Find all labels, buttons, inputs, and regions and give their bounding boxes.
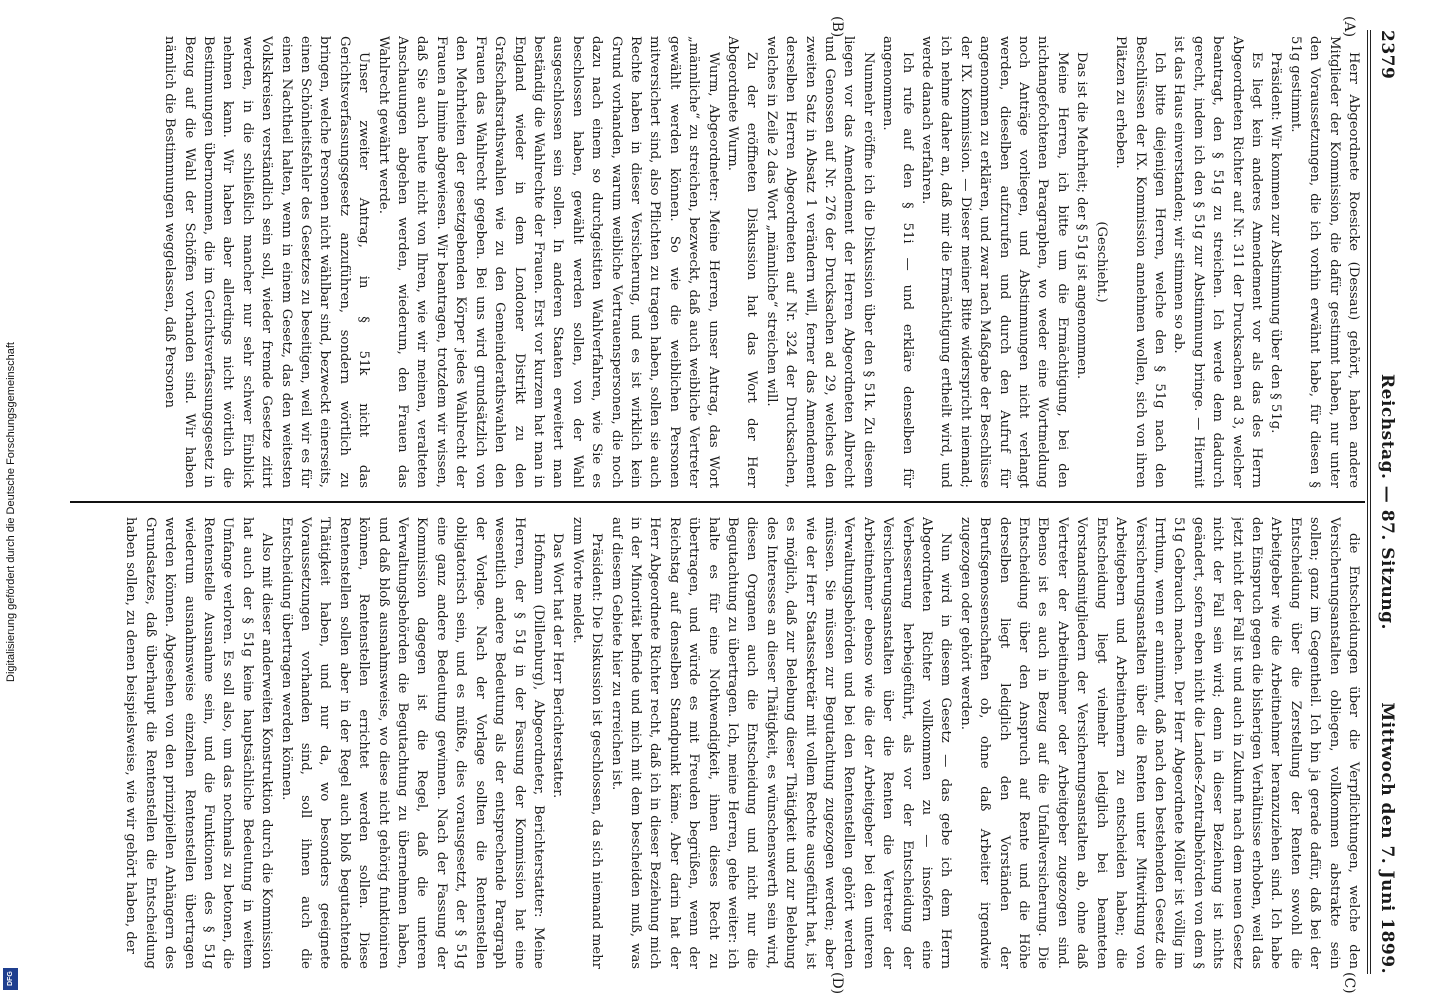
paragraph: Das ist die Mehrheit; der § 51g ist angenommen. (1074, 52, 1090, 380)
margin-marker-d: (D) (829, 972, 845, 995)
document-page (30, 12, 1405, 995)
margin-marker-a: (A) (1341, 16, 1357, 38)
paragraph: die Entscheidungen über die Verpflichtungen, welche den Versicherungsanstalten obliegen, vollkommen abstrakte sein sollen; ganz im Gegentheil. Ich bin ja gerade dafür, daß bei der Entscheidung über die Zerstellung der Renten sowohl die Arbeitgeber wie die Arbeitnehmer heranzuziehen sind. Ich habe den Einspruch gegen die bisherigen Verhältnisse erhoben, weil das jetzt nicht der Fall ist und auch in Zukunft nach dem neuen Gesetz nicht der Fall sein wird; denn in dieser Beziehung ist nichts geändert, sofern eben nicht die Landes-Zentralbehörden von dem § 51g Gebrauch machen. Der Herr Abgeordnete Möller ist völlig im Irrthum, wenn er annimmt, daß nach den bestehenden Gesetz die Versicherungsanstalten über die Renten unter Mitwirkung von Arbeitgebern und Arbeitnehmern zu entscheiden haben; die Entscheidung liegt vielmehr lediglich bei beamteten Vorstandsmitgliedern der Versicherungsanstalten ab, ohne daß Vertreter der Arbeitnehmer oder Arbeitgeber zugezogen sind. Ebenso ist es auch in Bezug auf die Unfallversicherung. Die Entscheidung über den Anspruch auf Rente und die Höhe derselben liegt lediglich den Vorständen der Berufsgenossenschaften ob, ohne daß Arbeiter irgendwie zugezogen oder gehört werden. (957, 517, 1361, 969)
paragraph: Es liegt kein anderes Amendement vor als das des Herrn Abgeordneten Richter auf Nr. 311 der Drucksachen ad 3, welcher beantragt, den § 51g zu streichen. Ich werde dem dadurch gerecht, indem ich den § 51g zur Abstimmung bringe. — Hiermit ist das Haus einverstanden; wir stimmen so ab. (1171, 36, 1264, 488)
margin-marker-b: (B) (829, 16, 845, 38)
paragraph: Unser zweiter Antrag, in § 51k nicht das Gerichtsverfassungsgesetz anzuführen, sondern wörtlich zu bringen, welche Personen nicht wählbar sind, bezweckt einerseits, einen Schönheitsfehler des Gesetzes zu beseitigen, weil wir es für einen Nachtheil halten, wenn in einem Gesetz, das den weitesten Volkskreisen verständlich sein soll, wieder fremde Gesetze zitirt werden, in die schließlich mancher nur sehr schwer Einblick nehmen kann. Wir haben aber allerdings nicht wörtlich die Bestimmungen übernommen, die im Gerichtsverfassungsgesetz in Bezug auf die Wahl der Schöffen vorhanden sind. Wir haben nämlich die Bestimmungen weggelassen, daß Personen (162, 36, 372, 488)
paragraph: Nun wird in diesem Gesetz — das gebe ich dem Herrn Abgeordneten Richter vollkommen zu — insofern eine Verbesserung herbeigeführt, als vor der Entscheidung der Versicherungsanstalten über die Renten die Vertreter der Arbeitnehmer ebenso wie die der Arbeitgeber bei den unteren Verwaltungsbehörden und bei den Rentenstellen gehört werden müssen. Sie müssen zur Begutachtung zugezogen werden; aber wie der Herr Staatssekretär mit vollem Rechte ausgeführt hat, ist es möglich, daß zur Belebung dieser Thätigkeit und zur Belebung des Interesses an dieser Thätigkeit, es wünschenswerth sein wird, diesen Organen auch die Entscheidung und nicht nur die Begutachtung zu übertragen. Ich, meine Herren, gehe weiter: ich halte es für eine Nothwendigkeit, ihnen dieses Recht zu übertragen, und würde es mit Freuden begrüßen, wenn der Reichstag auf denselben Standpunkt käme. Aber darin hat der Herr Abgeordnete Richter recht, daß ich in dieser Beziehung mich in der Minorität befinde und mich mit dem bescheiden muß, was auf diesem Gebiete hier zu erreichen ist. (608, 517, 954, 969)
header-rule (1367, 30, 1371, 974)
dfg-logo-icon: DFG (3, 968, 18, 990)
paragraph: Präsident: Wir kommen zur Abstimmung über den § 51g. (1268, 52, 1284, 434)
credit-text: Digitalisierung gefördert durch die Deutsche Forschungsgemeinschaft (5, 342, 17, 682)
paragraph: Zu der eröffneten Diskussion hat das Wort der Herr Abgeordnete Wurm. (725, 36, 760, 488)
session-date: Mittwoch den 7. Juni 1899. (1377, 702, 1397, 974)
paragraph: Herr Abgeordnete Roesicke (Dessau) gehört, haben andere Mitglieder der Kommission, die dafür gestimmt haben, nur unter den Voraussetzungen, die ich vorhin erwähnt habe, für diesen § 51g gestimmt. (1287, 36, 1361, 488)
margin-marker-c: (C) (1341, 972, 1357, 994)
paragraph: (Geschieht.) (1093, 221, 1109, 303)
paragraph: Das Wort hat der Herr Berichterstatter. (550, 533, 566, 799)
session-title: Reichstag. — 87. Sitzung. (1377, 374, 1397, 630)
digitization-credit (0, 0, 22, 1000)
paragraph: Nunmehr eröffne ich die Diskussion über den § 51k. Zu diesem liegen vor das Amendement der Herren Abgeordneten Albrecht und Genossen auf Nr. 276 der Drucksachen ad 29, welches den zweiten Satz in Absatz 1 verändern will, ferner das Amendement derselben Herren Abgeordneten auf Nr. 324 der Drucksachen, welches in Zeile 2 das Wort „männliche“ streichen will. (763, 36, 876, 488)
column-divider (70, 501, 1365, 503)
text-column-left (70, 36, 1363, 488)
paragraph: Ich bitte diejenigen Herren, welche den § 51g nach den Beschlüssen der IX. Kommission annehmen wollen, sich von ihren Plätzen zu erheben. (1113, 36, 1167, 488)
paragraph: Ich rufe auf den § 51i — und erkläre denselben für angenommen. (880, 36, 915, 488)
paragraph: Präsident: Die Diskussion ist geschlossen, da sich niemand mehr zum Worte meldet. (569, 517, 605, 969)
page-header (1371, 30, 1401, 974)
paragraph: Hofmann (Dillenburg), Abgeordneter, Berichterstatter: Meine Herren, der § 51g in der Fassung der Kommission hat eine wesentlich andere Bedeutung als der entsprechende Paragraph der Vorlage. Nach der Vorlage sollten die Rentenstellen obligatorisch sein, und es müßte, dies vorausgesetzt, der § 51g eine ganz andere Bedeutung gewinnen. Nach der Fassung der Kommission dagegen ist die Regel, daß die unteren Verwaltungsbehörden die Begutachtung zu übernehmen haben, und daß bloß ausnahmsweise, wo diese nicht gehörig funktioniren können, Rentenstellen errichtet werden sollen. Diese Rentenstellen sollen aber in der Regel auch bloß begutachtende Thätigkeit haben, und nur da, wo besonders geeignete Voraussetzungen vorhanden sind, soll ihnen auch die Entscheidung übertragen werden können. (278, 517, 546, 969)
text-column-right (70, 517, 1363, 969)
page-number: 2379 (1377, 30, 1397, 80)
paragraph: Also mit dieser anderweiten Konstruktion durch die Kommission hat auch der § 51g keine hauptsächliche Bedeutung in weitem Umfange verloren. Es soll also, um das nochmals zu betonen, die Rentenstelle Ausnahme sein, und die Funktionen des § 51g wiederum ausnahmsweise einzelnen Rentenstellen übertragen werden können. Abgesehen von den prinzipiellen Anhängern des Grundsatzes, daß überhaupt die Rentenstellen die Entscheidung haben sollen, zu denen beispielsweise, wie wir gehört haben, der (123, 517, 275, 969)
paragraph: Meine Herren, ich bitte um die Ermächtigung, bei den nichtangefochtenen Paragraphen, wo weder eine Wortmeldung noch Anträge vorliegen, und Abstimmungen nicht verlangt werden, dieselben aufzurufen und durch den Aufruf für angenommen zu erklären, und zwar nach Maßgabe der Beschlüsse der IX. Kommission. — Dieser meiner Bitte widerspricht niemand; ich nehme daher an, daß mir die Ermächtigung ertheilt wird, und werde danach verfahren. (919, 36, 1070, 488)
paragraph: Wurm, Abgeordneter: Meine Herren, unser Antrag, das Wort „männliche“ zu streichen, bezweckt, daß auch weibliche Vertreter gewählt werden können. So wie die weiblichen Personen mitversichert sind, also Pflichten zu tragen haben, sollen sie auch Rechte haben in dieser Versicherung, und es ist wirklich kein Grund vorhanden, warum weibliche Vertrauenspersonen, die noch dazu nach einem so durchgeistiten Wahlverfahren, wie Sie es beschlossen haben, gewählt werden sollen, von der Wahl ausgeschlossen sein sollen. In anderen Staaten erweitert man beständig die Wahlrechte der Frauen. Erst vor kurzem hat man in England wieder in dem Londoner Distrikt zu den Grafschaftsrathswahlen wie zu den Gemeinderathswahlen den Frauen das Wahlrecht gegeben. Bei uns wird grundsätzlich von den Mehrheiten der gesetzgebenden Körper jedes Wahlrecht der Frauen a limine abgewiesen. Wir beantragen, trotzdem wir wissen, daß Sie auch heute nicht von Ihren, wie wir meinen, veralteten Anschauungen abgehen werden, wiederum, den Frauen das Wahlrecht gewährt werde. (375, 36, 721, 488)
